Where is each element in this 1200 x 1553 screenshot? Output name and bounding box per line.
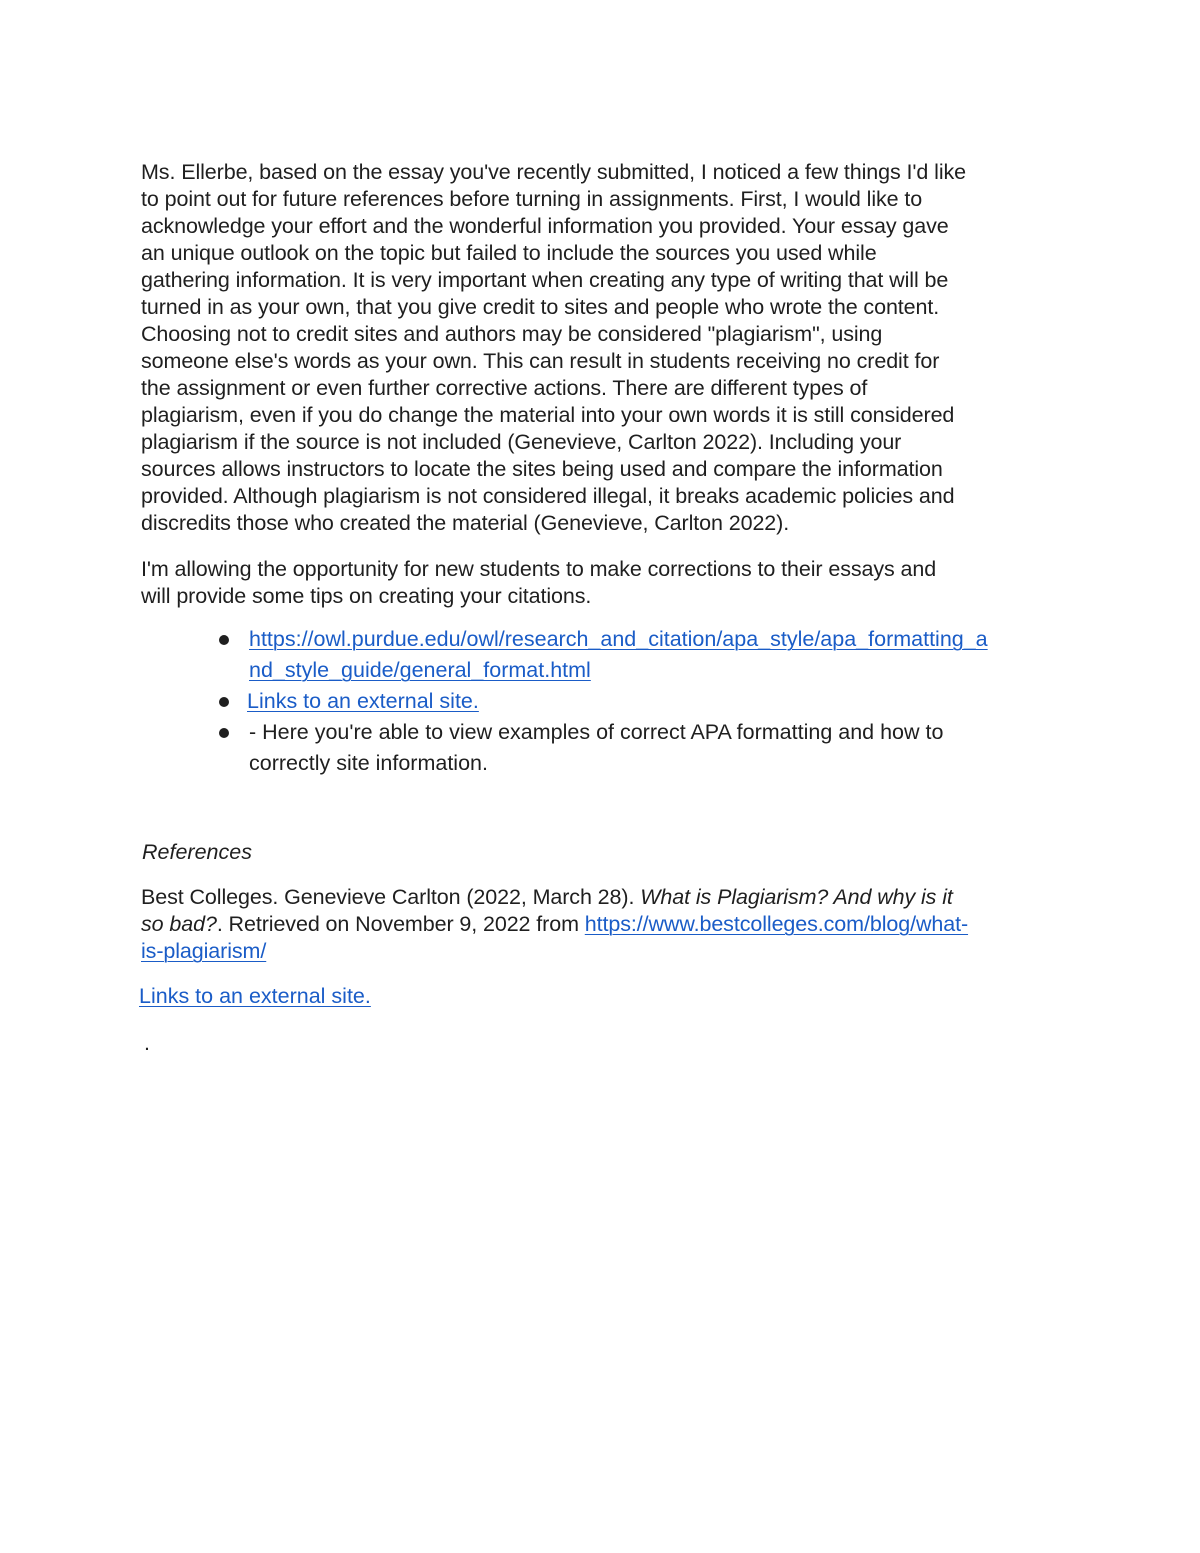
reference-title-part: What is Plagiarism? And why is it [640, 885, 953, 909]
tips-bullet-list [213, 624, 1093, 779]
paragraph-line: provided. Although plagiarism is not considered illegal, it breaks academic policies and [141, 484, 955, 508]
paragraph-line: I'm allowing the opportunity for new students to make corrections to their essays and [141, 557, 937, 581]
paragraph-line: someone else's words as your own. This can result in students receiving no credit for [141, 349, 940, 373]
paragraph-line: the assignment or even further corrective actions. There are different types of [141, 376, 868, 400]
tip-text-line: - Here you're able to view examples of correct APA formatting and how to [249, 720, 944, 744]
paragraph-line: Choosing not to credit sites and authors may be considered "plagiarism", using [141, 322, 883, 346]
paragraph-line: Ms. Ellerbe, based on the essay you've recently submitted, I noticed a few things I'd like [141, 160, 967, 184]
paragraph-line: turned in as your own, that you give credit to sites and people who wrote the content. [141, 295, 940, 319]
list-item-tip [213, 717, 1093, 779]
body-paragraph-1 [141, 159, 1071, 537]
paragraph-line: will provide some tips on creating your citations. [141, 584, 592, 608]
paragraph-line: an unique outlook on the topic but failed to include the sources you used while [141, 241, 877, 265]
paragraph-line: sources allows instructors to locate the sites being used and compare the information [141, 457, 943, 481]
body-paragraph-2 [141, 556, 1061, 610]
paragraph-line: acknowledge your effort and the wonderful information you provided. Your essay gave [141, 214, 949, 238]
tip-text-line: correctly site information. [249, 751, 488, 775]
purdue-owl-link[interactable] [249, 627, 988, 682]
references-heading: References [142, 840, 252, 864]
paragraph-line: to point out for future references before turning in assignments. First, I would like to [141, 187, 923, 211]
link-text-line: is-plagiarism/ [141, 939, 267, 963]
external-link-paragraph [139, 983, 371, 1010]
reference-entry [141, 884, 1071, 965]
paragraph-line: plagiarism if the source is not included (Genevieve, Carlton 2022). Including your [141, 430, 902, 454]
bullet-icon [219, 728, 229, 738]
external-site-link-2[interactable]: Links to an external site. [139, 984, 371, 1008]
bullet-icon [219, 635, 229, 645]
paragraph-line: plagiarism, even if you do change the material into your own words it is still considered [141, 403, 955, 427]
bullet-icon [219, 697, 229, 707]
paragraph-line: discredits those who created the material (Genevieve, Carlton 2022). [141, 511, 790, 535]
link-text-line: nd_style_guide/general_format.html [249, 658, 591, 682]
list-item-external-link [213, 686, 1093, 717]
tip-text [249, 720, 943, 775]
reference-title-part: so bad? [141, 912, 217, 936]
reference-retrieved: . Retrieved on November 9, 2022 from [216, 912, 585, 936]
link-text-line: https://owl.purdue.edu/owl/research_and_citation/apa_style/apa_formatting_a [249, 627, 988, 651]
list-item-purdue-link [213, 624, 1093, 686]
trailing-period: . [144, 1031, 150, 1055]
link-text-line: https://www.bestcolleges.com/blog/what- [584, 912, 969, 936]
external-site-link[interactable]: Links to an external site. [247, 689, 479, 713]
reference-prefix: Best Colleges. Genevieve Carlton (2022, March 28). [141, 885, 641, 909]
paragraph-line: gathering information. It is very important when creating any type of writing that will be [141, 268, 949, 292]
